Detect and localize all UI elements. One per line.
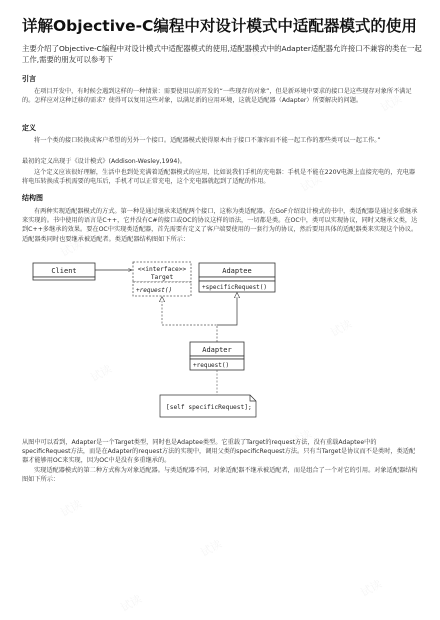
definition-paragraph-2: 最初的定义出现于《设计模式》(Addison-Wesley,1994)。	[22, 158, 186, 165]
target-box	[133, 262, 191, 296]
definition-paragraph-3: 这个定义应该很好理解，生活中也到处充满着适配器模式的应用，比如说我们手机的充电器：手机是不能在220V电源上直接充电的，充电器将电压转换成手机需要的电压后，手机才可以正常充电，这个充电器就起到了适配的作用。	[22, 169, 416, 186]
adaptee-method: +specificRequest()	[202, 284, 268, 291]
intro-paragraph: 在项目开发中，有时候会遇到这样的一种情景：需要使用以前开发的“一些现存的对象”，但是新环境中要求的接口是这些现存对象所不满足的。怎样应对这种迁移的需求？使得可以复用这些对象，以满足新的应用环境，这就是适配器（Adapter）所要解决的问题。	[22, 88, 412, 105]
adaptee-box	[199, 263, 275, 292]
client-box	[33, 263, 95, 280]
adaptee-name: Adaptee	[222, 267, 252, 275]
object-adapter-paragraph: 实现适配器模式的第二种方式称为对象适配器。与类适配器不同，对象适配器不继承被适配者，而是组合了一个对它的引用。对象适配器结构图如下所示：	[22, 467, 418, 484]
client-label: Client	[51, 267, 77, 275]
target-name: Target	[150, 274, 174, 281]
realization-line	[162, 297, 217, 342]
adapter-method: +request()	[193, 362, 230, 369]
page-title: 详解Objective-C编程中对设计模式中适配器模式的使用	[22, 17, 417, 35]
target-stereotype: <<interface>>	[137, 266, 187, 273]
adapter-name: Adapter	[202, 346, 232, 354]
inheritance-line	[217, 293, 237, 325]
structure-paragraph: 有两种实现适配器模式的方式。第一种是通过继承来适配两个接口，这称为类适配器。在GoF介绍设计模式的书中，类适配器是通过多重继承来实现的。书中使用的语言是C++，它并没有C#的接口或OC的协议这样的语法，一切都是类。在OC中，类可以实现协议，同时又继承父类，达到C++多继承的效果。要在OC中实现类适配器，首先需要有定义了客户端要使用的一套行为的协议，然后要用具体的适配器类来实现这个协议。适配器类同时也要继承被适配者。类适配器结构图如下所示：	[22, 208, 418, 243]
adapter-box	[190, 342, 244, 370]
lead-paragraph: 主要介绍了Objective-C编程中对设计模式中适配器模式的使用,适配器模式中的Adapter适配器允许接口不兼容的类在一起工作,需要的朋友可以参考下	[22, 44, 422, 64]
note-box	[160, 395, 256, 417]
definition-paragraph-1: 将一个类的接口转换成客户希望的另外一个接口。适配器模式使得原本由于接口不兼容而不能一起工作的那些类可以一起工作。”	[34, 137, 381, 144]
note-text: [self specificRequest];	[166, 404, 252, 411]
target-method: +request()	[136, 287, 173, 294]
heading-intro: 引言	[22, 75, 36, 83]
heading-definition: 定义	[22, 124, 36, 132]
analysis-paragraph: 从图中可以看到，Adapter是一个Target类型，同时也是Adaptee类型。它重载了Target的request方法，没有重载Adaptee中的specificRequest方法，而是在Adapter的request方法的实现中，调用父类的specificRequest方法。只有当Target是协议而不是类时，类适配器才能够用OC来实现，因为OC中是没有多重继承的。	[22, 439, 416, 465]
heading-structure: 结构图	[22, 194, 43, 202]
